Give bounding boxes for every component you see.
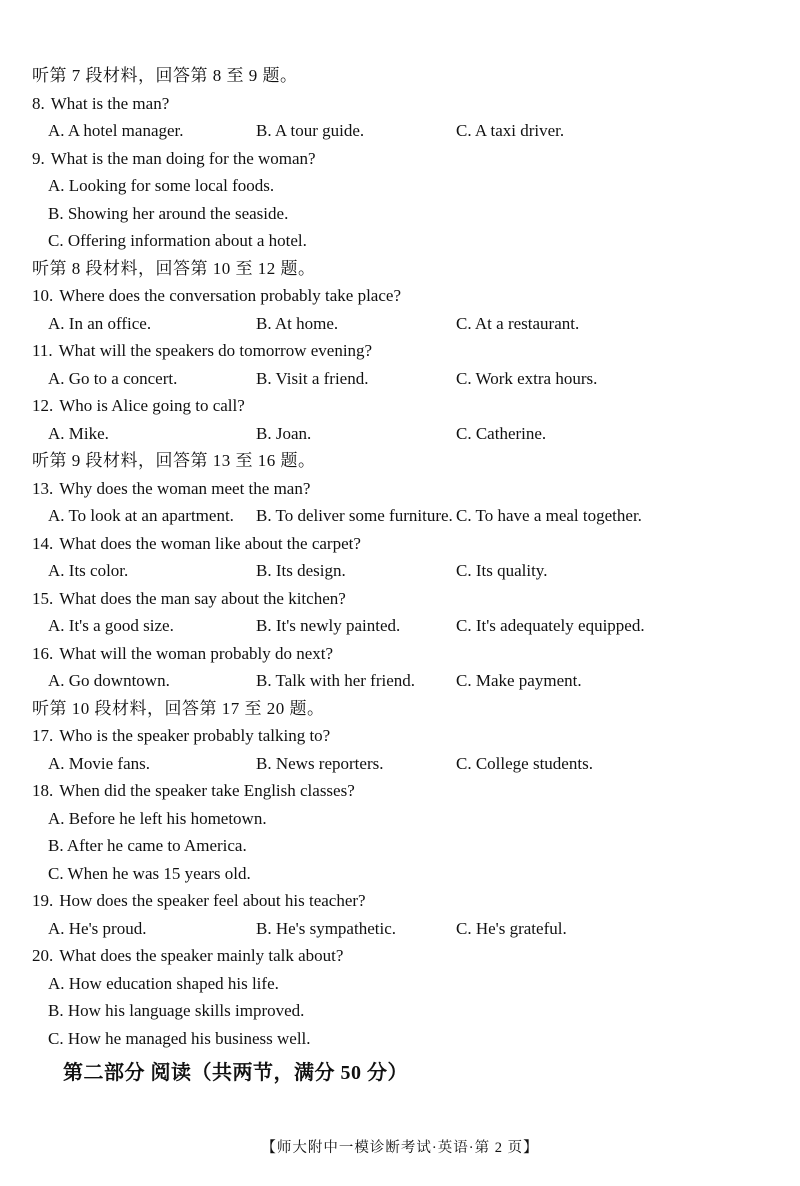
option-b: B. Its design. [256, 561, 346, 580]
option-a: A. Looking for some local foods. [48, 176, 275, 195]
option-a: A. A hotel manager. [48, 121, 184, 140]
question-number: 19. [32, 891, 54, 910]
question-number: 11. [32, 341, 53, 360]
option-a: A. How education shaped his life. [48, 973, 279, 993]
options-row [48, 915, 780, 943]
option-b: B. He's sympathetic. [256, 918, 396, 938]
option-c: C. It's adequately equipped. [456, 616, 645, 635]
page-footer: 【师大附中一模诊断考试·英语·第 2 页】 [261, 1140, 539, 1156]
options-row [48, 117, 780, 145]
question-number: 15. [32, 588, 54, 608]
question-number: 13. [32, 478, 54, 498]
question-line [32, 722, 780, 750]
option-c: C. At a restaurant. [456, 313, 580, 333]
question-line [32, 392, 780, 420]
question-number: 17. [32, 726, 54, 745]
option-c: C. Make payment. [456, 671, 582, 690]
option-c: C. A taxi driver. [456, 121, 565, 140]
options-row [48, 667, 780, 695]
question-line [32, 640, 780, 668]
question-number: 16. [32, 643, 54, 663]
option-b: B. Joan. [256, 423, 312, 443]
question-text: What is the man doing for the woman? [50, 148, 316, 168]
question-text: What does the man say about the kitchen? [59, 588, 346, 608]
question-text: What is the man? [50, 93, 170, 113]
options-row [48, 612, 780, 640]
options-row [48, 365, 780, 393]
question-text: When did the speaker take English classes? [59, 781, 355, 800]
question-text: How does the speaker feel about his teacher? [59, 891, 366, 910]
question-line [32, 475, 780, 503]
reading-section-heading: 第二部分 阅读（共两节，满分 50 分） [63, 1062, 408, 1084]
question-line [32, 777, 780, 805]
option-c: C. Its quality. [456, 561, 548, 580]
option-c: C. How he managed his business well. [48, 1028, 311, 1048]
options-row [48, 750, 780, 778]
option-b: B. Showing her around the seaside. [48, 203, 289, 223]
options-row [48, 310, 780, 338]
question-text: What does the speaker mainly talk about? [59, 946, 344, 965]
option-b: B. After he came to America. [48, 836, 247, 855]
option-c: C. Catherine. [456, 423, 547, 443]
question-line [32, 585, 780, 613]
question-number: 9. [32, 148, 45, 168]
option-a: A. Movie fans. [48, 753, 150, 773]
option-b: B. To deliver some furniture. [256, 506, 453, 525]
option-c: C. When he was 15 years old. [48, 863, 251, 883]
option-a: A. In an office. [48, 313, 152, 333]
question-line [32, 337, 780, 365]
material-heading: 听第 7 段材料，回答第 8 至 9 题。 [32, 66, 298, 85]
option-c: C. Offering information about a hotel. [48, 231, 307, 250]
option-b: B. It's newly painted. [256, 616, 401, 635]
question-text: Who is Alice going to call? [59, 396, 245, 415]
question-line [32, 145, 780, 173]
question-number: 10. [32, 286, 54, 305]
option-a: A. It's a good size. [48, 616, 174, 635]
question-text: What will the speakers do tomorrow evening? [58, 341, 373, 360]
material-heading: 听第 9 段材料，回答第 13 至 16 题。 [32, 451, 316, 470]
question-line [32, 530, 780, 558]
option-b: B. Talk with her friend. [256, 671, 416, 690]
options-row [48, 502, 780, 530]
material-heading: 听第 8 段材料，回答第 10 至 12 题。 [32, 258, 316, 278]
option-a: A. Go to a concert. [48, 368, 178, 388]
option-a: A. He's proud. [48, 918, 147, 938]
question-text: What does the woman like about the carpet? [59, 533, 361, 553]
option-a: A. Its color. [48, 561, 129, 580]
option-b: B. At home. [256, 313, 339, 333]
question-number: 20. [32, 946, 54, 965]
option-c: C. He's grateful. [456, 918, 567, 938]
option-c: C. To have a meal together. [456, 506, 642, 525]
options-row [48, 557, 780, 585]
question-number: 14. [32, 533, 54, 553]
question-number: 8. [32, 93, 45, 113]
question-line [32, 942, 780, 970]
question-line [32, 282, 780, 310]
question-line [32, 90, 780, 118]
question-text: Where does the conversation probably take place? [59, 286, 401, 305]
option-b: B. A tour guide. [256, 121, 365, 140]
question-number: 12. [32, 396, 54, 415]
option-b: B. Visit a friend. [256, 368, 369, 388]
option-b: B. News reporters. [256, 753, 384, 773]
question-text: Who is the speaker probably talking to? [59, 726, 331, 745]
question-text: What will the woman probably do next? [59, 643, 334, 663]
options-row [48, 420, 780, 448]
question-line [32, 887, 780, 915]
option-a: A. Mike. [48, 423, 109, 443]
option-a: A. To look at an apartment. [48, 506, 234, 525]
question-text: Why does the woman meet the man? [59, 478, 311, 498]
option-c: C. College students. [456, 753, 593, 773]
material-heading: 听第 10 段材料，回答第 17 至 20 题。 [32, 698, 325, 718]
option-a: A. Go downtown. [48, 671, 170, 690]
option-b: B. How his language skills improved. [48, 1001, 305, 1020]
option-a: A. Before he left his hometown. [48, 808, 267, 828]
question-number: 18. [32, 781, 54, 800]
option-c: C. Work extra hours. [456, 368, 598, 388]
